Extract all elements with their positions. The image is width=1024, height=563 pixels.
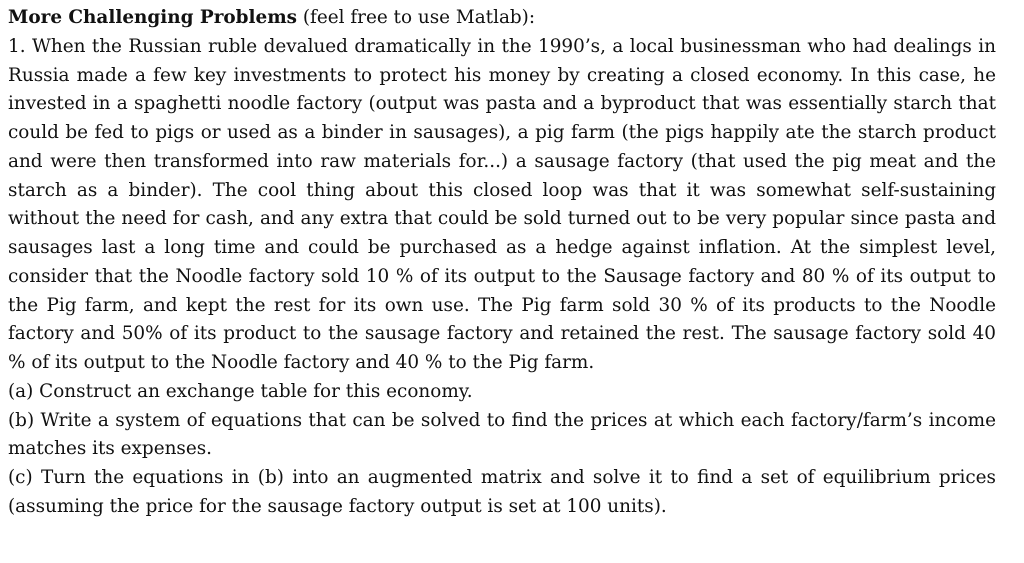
section-title: More Challenging Problems	[8, 7, 298, 28]
problem-document	[8, 4, 996, 522]
problem-part-a: (a) Construct an exchange table for this economy.	[8, 380, 473, 402]
problem-part-c: (c) Turn the equations in (b) into an augmented matrix and solve it to find a set of equilibrium prices (assuming the price for the sausage factory output is set at 100 units).	[8, 467, 996, 517]
problem-number: 1.	[8, 35, 26, 57]
problem-statement	[8, 33, 996, 378]
problem-part-b: (b) Write a system of equations that can be solved to find the prices at which each factory/farm’s income matches its expenses.	[8, 409, 996, 460]
problem-body: When the Russian ruble devalued dramatically in the 1990’s, a local businessman who had dealings in Russia made a few key investments to protect his money by creating a closed economy. In this case, he invested in a spaghetti noodle factory (output was pasta and a byproduct that was essentially starch that could be fed to pigs or used as a binder in sausages), a pig farm (the pigs happily ate the starch product and were then transformed into raw materials for...) a sausage factory (that used the pig meat and the starch as a binder). The cool thing about this closed loop was that it was somewhat self-sustaining without the need for cash, and any extra that could be sold turned out to be very popular since pasta and sausages last a long time and could be purchased as a hedge against inflation. At the simplest level, consider that the Noodle factory sold 10 % of its output to the Sausage factory and 80 % of its output to the Pig farm, and kept the rest for its own use. The Pig farm sold 30 % of its products to the Noodle factory and 50% of its product to the sausage factory and retained the rest. The sausage factory sold 40 % of its output to the Noodle factory and 40 % to the Pig farm.	[8, 35, 996, 373]
section-subtitle: (feel free to use Matlab):	[302, 7, 536, 28]
section-heading	[8, 4, 996, 33]
